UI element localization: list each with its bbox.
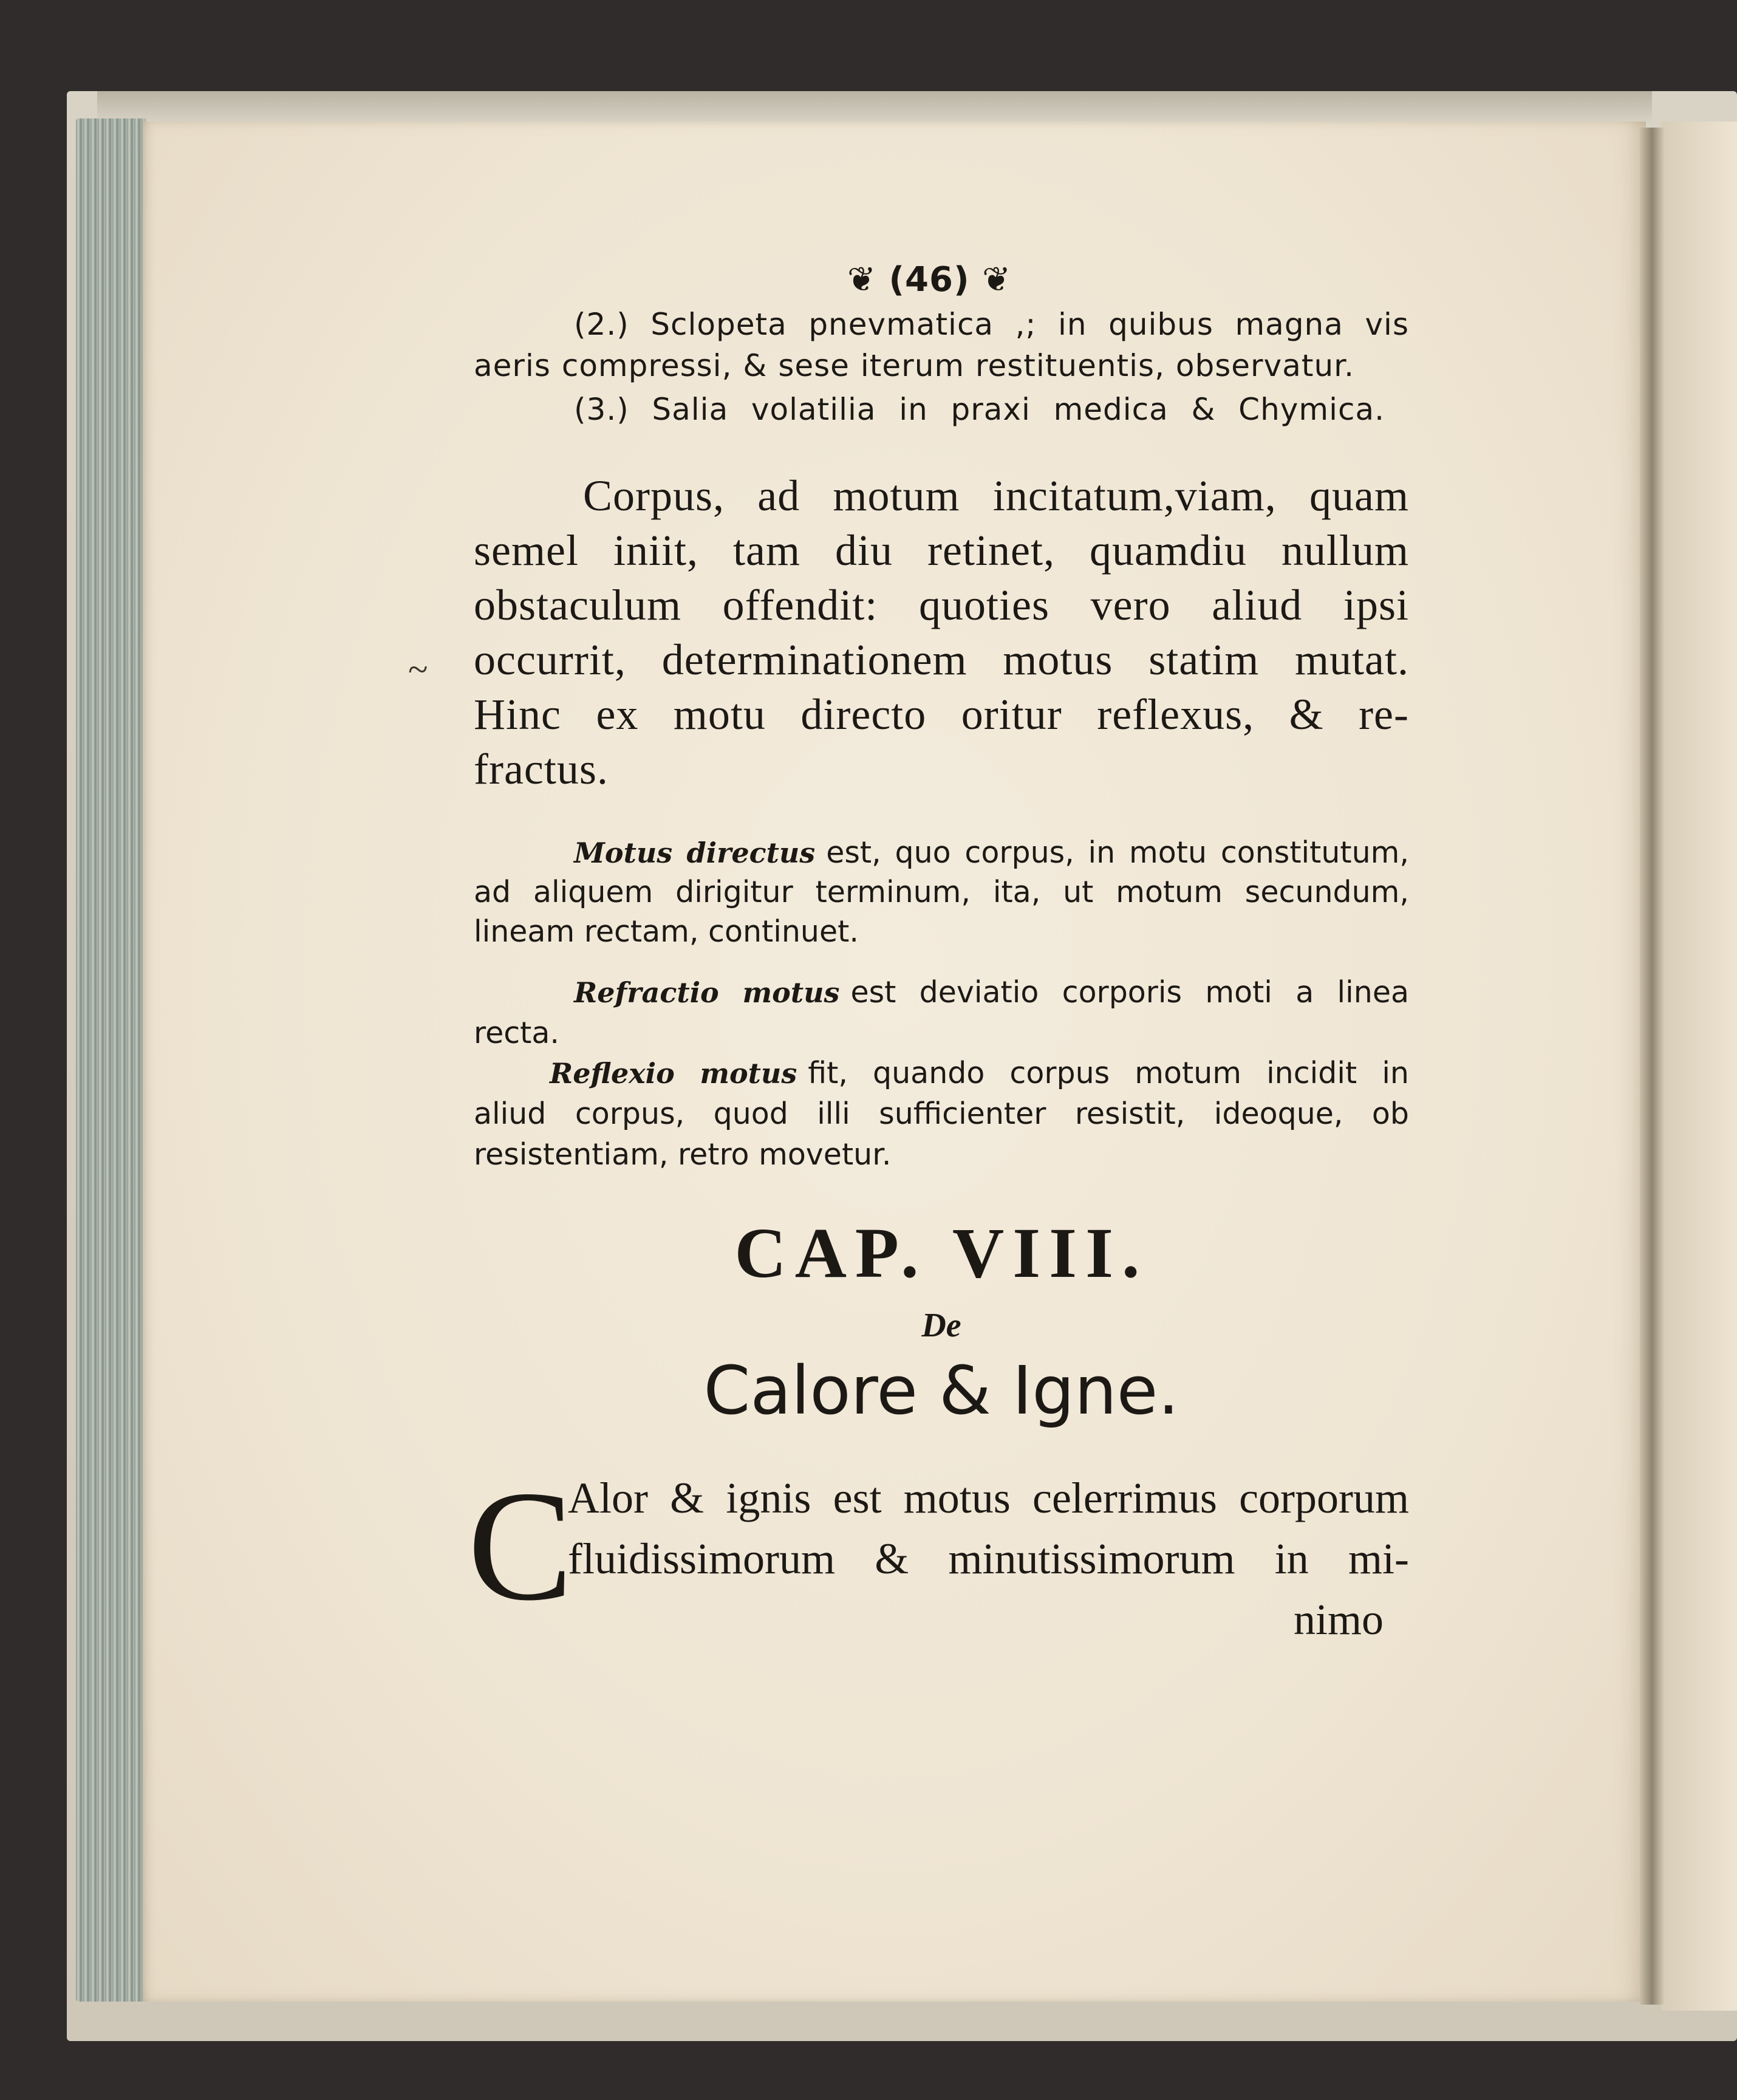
margin-mark: ~: [408, 649, 428, 689]
definition-line: lineam rectam, continuet.: [474, 914, 859, 949]
list-item-3-line1: (3.) Salia volatilia in praxi medica & Chymica.: [574, 392, 1385, 427]
paragraph-line: occurrit, determinationem motus statim mutat.: [474, 635, 1409, 684]
definition-line: recta.: [474, 1016, 559, 1050]
book-gutter: [1640, 128, 1664, 2005]
intro-line: fluidissimorum & minutissimorum in mi-: [568, 1534, 1409, 1583]
list-item-2-line1: (2.) Sclopeta pnevmatica ,; in quibus magna vis: [574, 307, 1409, 342]
definition-term: Motus directus: [574, 836, 816, 869]
definition-line: Refractio motus est deviatio corporis moti a linea: [574, 975, 1409, 1010]
facing-page: [1661, 121, 1737, 2011]
paragraph-line: semel iniit, tam diu retinet, quamdiu nullum: [474, 526, 1409, 575]
paragraph-line: fractus.: [474, 745, 609, 793]
ornament-left-icon: ❦: [847, 260, 876, 299]
definition-line: Motus directus est, quo corpus, in motu constitutum,: [574, 835, 1409, 870]
ornament-right-icon: ❦: [982, 260, 1011, 299]
page-edges: [76, 118, 146, 2002]
definition-term: Reflexio motus: [550, 1057, 797, 1090]
definition-line: Reflexio motus fit, quando corpus motum incidit in: [550, 1056, 1409, 1090]
drop-cap: C: [468, 1459, 573, 1633]
list-item-2-line2: aeris compressi, & sese iterum restituentis, observatur.: [474, 348, 1354, 383]
paragraph-line: Hinc ex motu directo oritur reflexus, & re-: [474, 690, 1409, 739]
paragraph-line: obstaculum offendit: quoties vero aliud ipsi: [474, 581, 1409, 629]
page-number: (46): [889, 260, 970, 299]
page-header: [790, 260, 1069, 299]
definition-line: ad aliquem dirigitur terminum, ita, ut motum secundum,: [474, 875, 1409, 909]
intro-line: Alor & ignis est motus celerrimus corporum: [568, 1474, 1409, 1522]
chapter-title: CAP. VIII.: [734, 1213, 1148, 1293]
definition-line: aliud corpus, quod illi sufficienter resistit, ideoque, ob: [474, 1096, 1409, 1131]
catchword: nimo: [1294, 1595, 1384, 1644]
paragraph-line: Corpus, ad motum incitatum,viam, quam: [583, 471, 1409, 520]
definition-term: Refractio motus: [574, 976, 840, 1009]
chapter-de: De: [921, 1307, 961, 1344]
chapter-subject: Calore & Igne.: [703, 1352, 1179, 1429]
definition-line: resistentiam, retro movetur.: [474, 1137, 892, 1172]
